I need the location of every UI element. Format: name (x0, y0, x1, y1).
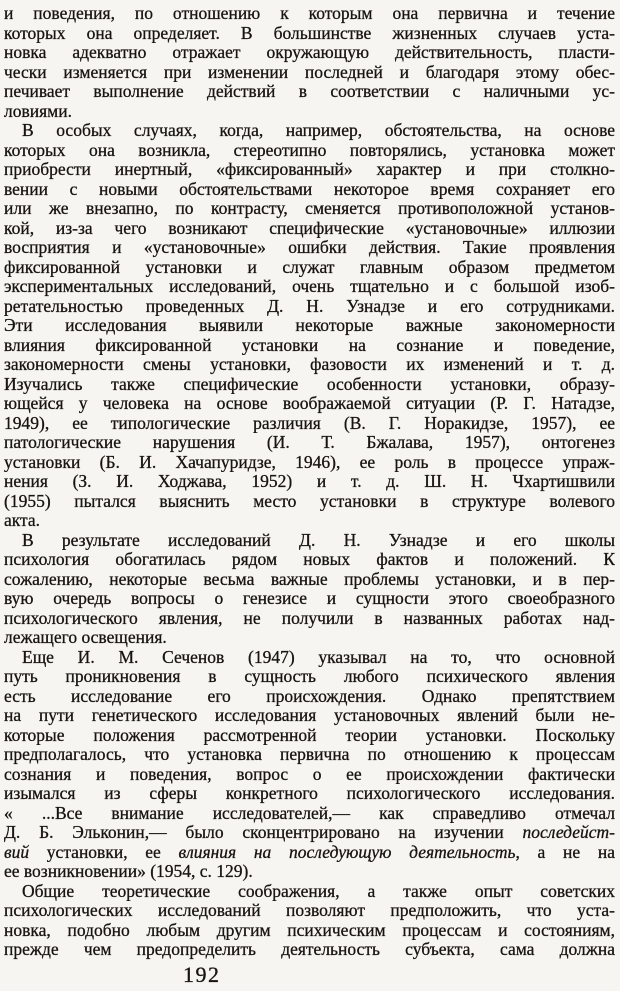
text-run: фиксированной установки и служат главным образом предметом (4, 257, 615, 277)
text-line (4, 921, 615, 941)
text-run: (1955) пытался выяснить место установки в структуре волевого (4, 491, 615, 511)
text-line (4, 180, 615, 200)
text-run: есть исследование его происхождения. Однако препятствием (4, 686, 615, 706)
text-line (4, 102, 615, 122)
text-run: В результате исследований Д. Н. Узнадзе и его школы (22, 530, 615, 550)
text-run: путь проникновения в сущность любого психического явления (4, 667, 615, 686)
text-run: ловиями. (4, 101, 72, 121)
text-run: Эти исследования выявили некоторые важные закономерности (4, 316, 615, 335)
text-run: Общие теоретические соображения, а также опыт советских (22, 881, 615, 901)
text-run: вую очередь вопросы о генезисе и сущности этого своеобразного (4, 589, 615, 608)
text-line (4, 570, 615, 590)
text-line (4, 765, 615, 785)
text-line (4, 219, 615, 239)
text-block (4, 4, 615, 960)
text-run: новка, подобно любым другим психическим процессам и состояниям, (4, 920, 615, 940)
text-line (4, 550, 615, 570)
text-line (4, 414, 615, 434)
text-run: лежащего освещения. (4, 628, 167, 647)
text-run: ющейся у человека на основе воображаемой ситуации (Р. Г. Натадзе, (4, 394, 615, 413)
text-line (4, 4, 615, 24)
text-line (4, 258, 615, 278)
text-run: которые положения рассмотренной теории установки. Поскольку (4, 725, 615, 745)
text-run: психологических исследований позволяют предположить, что уста- (4, 901, 615, 920)
text-line (4, 141, 615, 161)
text-run: экспериментальных исследований, очень тщательно и с большой изоб- (4, 277, 615, 296)
text-line (4, 160, 615, 180)
text-line (4, 882, 615, 902)
paragraph (4, 882, 615, 960)
italic-text-run: последейст- (522, 823, 615, 842)
text-line (4, 277, 615, 297)
text-run: изымался из сферы конкретного психологического исследования. (4, 784, 615, 803)
text-run: нения (З. И. Ходжава, 1952) и т. д. Ш. Н. Чхартишвили (4, 472, 615, 491)
text-line (4, 394, 615, 414)
text-line (4, 804, 615, 824)
paragraph (4, 4, 615, 121)
text-line (4, 687, 615, 707)
text-line (4, 336, 615, 356)
paragraph (4, 121, 615, 531)
text-line (4, 901, 615, 921)
text-run: новка адекватно отражает окружающую действительность, пласти- (4, 43, 615, 62)
text-line (4, 238, 615, 258)
text-line (4, 609, 615, 629)
text-line (4, 667, 615, 687)
text-line (4, 843, 615, 863)
text-run: , а не на (515, 842, 615, 862)
text-run: Еще И. М. Сеченов (1947) указывал на то, что основной (22, 647, 615, 667)
text-run: 1949), ее типологические различия (В. Г. Норакидзе, 1957), ее (4, 413, 615, 433)
text-line (4, 823, 615, 843)
text-run: прежде чем предопределить деятельность субъекта, сама должна (4, 940, 615, 959)
text-run: ретательностью проведенных Д. Н. Узнадзе и его сотрудниками. (4, 296, 615, 316)
text-line (4, 121, 615, 141)
paragraph (4, 531, 615, 648)
text-run: печивает выполнение действий в соответствии с наличными ус- (4, 82, 615, 101)
text-line (4, 375, 615, 395)
text-run: закономерности смены установки, фазовости их изменений и т. д. (4, 355, 615, 374)
text-line (4, 355, 615, 375)
page-number: 192 (183, 962, 221, 987)
text-line (4, 726, 615, 746)
text-line (4, 433, 615, 453)
italic-text-run: вий (4, 842, 30, 862)
text-run: на пути генетического исследования установочных явлений были не- (4, 706, 615, 725)
text-line (4, 531, 615, 551)
text-line (4, 511, 615, 531)
text-run: психология обогатилась рядом новых фактов и положений. К (4, 550, 615, 569)
text-run: которых она определяет. В большинстве жизненных случаев уста- (4, 23, 615, 43)
text-line (4, 63, 615, 83)
text-line (4, 706, 615, 726)
text-line (4, 784, 615, 804)
text-run: чески изменяется при изменении последней и благодаря этому обес- (4, 62, 615, 82)
text-line (4, 24, 615, 44)
text-line (4, 492, 615, 512)
text-run: и поведения, по отношению к которым она первична и течение (4, 4, 615, 23)
text-run: Изучались также специфические особенности установки, образу- (4, 374, 615, 394)
text-line (4, 862, 615, 882)
text-run: кой, из-за чего возникают специфические «установочные» иллюзии (4, 218, 615, 238)
text-line (4, 43, 615, 63)
text-run: установки, ее (29, 842, 179, 862)
text-line (4, 940, 615, 960)
text-line (4, 745, 615, 765)
text-run: Д. Б. Эльконин,— было сконцентрировано на изучении (4, 823, 523, 842)
text-line (4, 453, 615, 473)
text-line (4, 316, 615, 336)
text-line (4, 297, 615, 317)
text-line (4, 199, 615, 219)
text-run: приобрести инертный, «фиксированный» характер и при столкно- (4, 160, 615, 179)
text-run: патологические нарушения (И. Т. Бжалава, 1957), онтогенез (4, 433, 615, 452)
text-run: установки (Б. И. Хачапуридзе, 1946), ее роль в процессе упраж- (4, 452, 615, 472)
text-run: которых она возникла, стереотипно повторялись, установка может (4, 140, 615, 160)
text-run: влияния фиксированной установки на сознание и поведение, (4, 335, 615, 355)
text-run: В особых случаях, когда, например, обстоятельства, на основе (22, 121, 615, 140)
text-run: « ...Все внимание исследователей,— как справедливо отмечал (4, 803, 615, 823)
paragraph (4, 648, 615, 882)
text-run: или же внезапно, по контрасту, сменяется противоположной установ- (4, 199, 615, 218)
text-line (4, 472, 615, 492)
text-run: восприятия и «установочные» ошибки действия. Такие проявления (4, 238, 615, 257)
text-run: сожалению, некоторые весьма важные проблемы установки, и в пер- (4, 569, 615, 589)
text-run: ее возникновении» (1954, с. 129). (4, 862, 253, 881)
text-line (4, 648, 615, 668)
text-run: сознания и поведения, вопрос о ее происхождении фактически (4, 764, 615, 784)
italic-text-run: влияния на последующую деятельность (178, 842, 516, 862)
text-run: психологического явления, не получили в названных работах над- (4, 608, 615, 628)
text-run: предполагалось, что установка первична по отношению к процессам (4, 745, 615, 764)
text-line (4, 589, 615, 609)
text-line (4, 82, 615, 102)
text-line (4, 628, 615, 648)
text-run: вении с новыми обстоятельствами некоторое время сохраняет его (4, 179, 615, 199)
text-run: акта. (4, 511, 41, 530)
